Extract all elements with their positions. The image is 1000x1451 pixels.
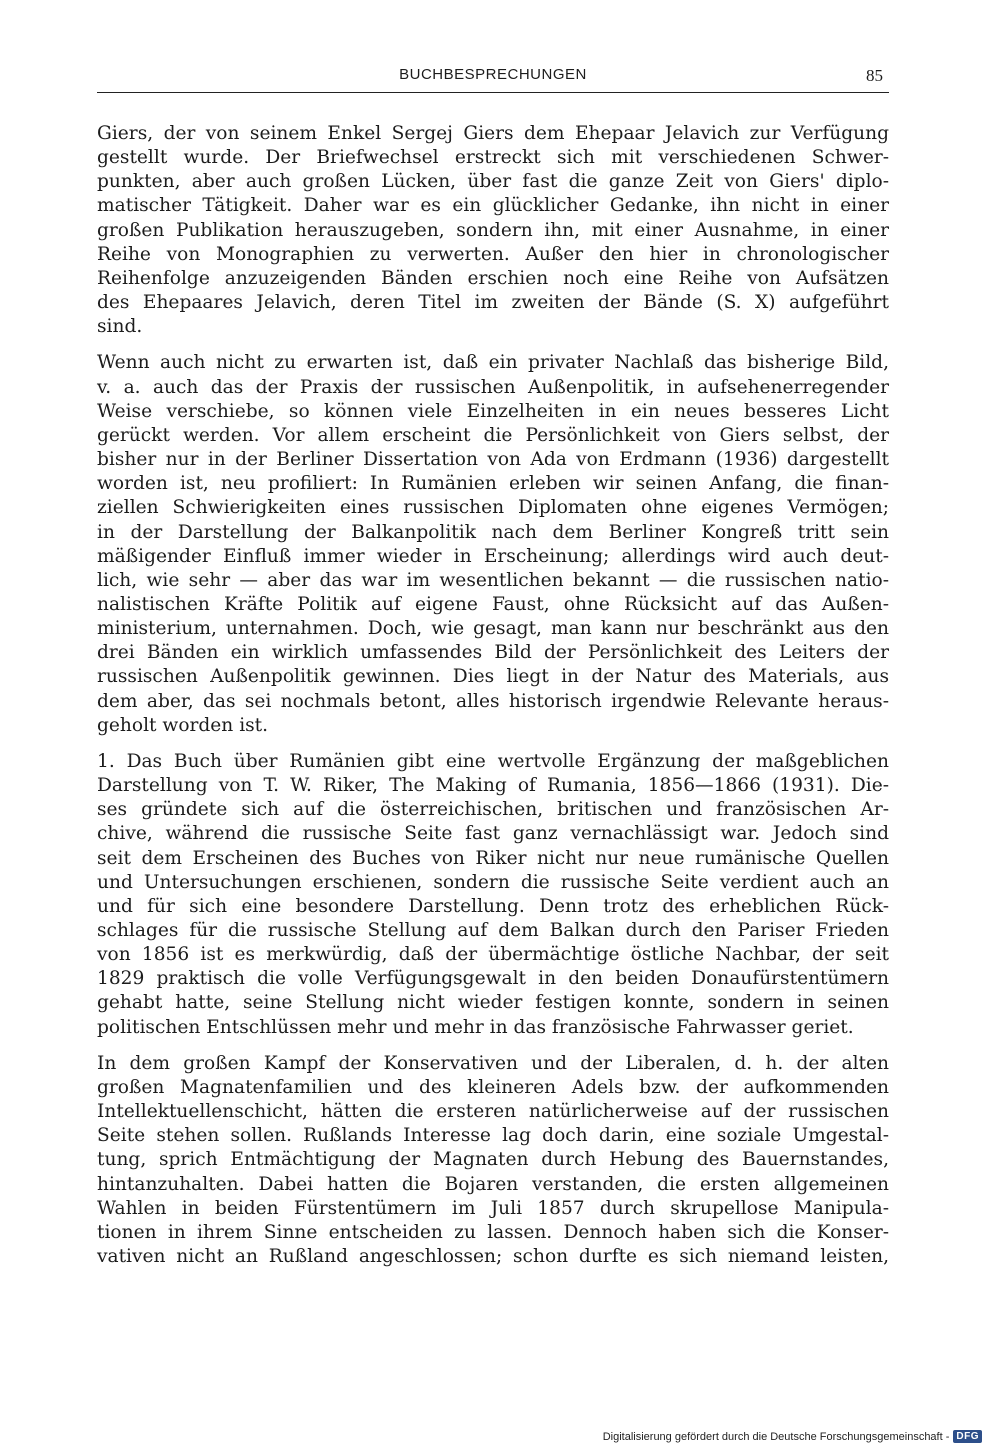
text-line: In dem großen Kampf der Konservativen und der Liberalen, d. h. der alten bbox=[97, 1052, 889, 1074]
text-line: Seite stehen sollen. Rußlands Interesse lag doch darin, eine soziale Umgestal- bbox=[97, 1125, 889, 1147]
text-line: und für sich eine besondere Darstellung. Denn trotz des erheblichen Rück- bbox=[97, 895, 889, 917]
text-line: vativen nicht an Rußland angeschlossen; schon durfte es sich niemand leisten, bbox=[97, 1246, 889, 1268]
text-line: 1. Das Buch über Rumänien gibt eine wertvolle Ergänzung der maßgeblichen bbox=[97, 750, 889, 772]
text-line: matischer Tätigkeit. Daher war es ein glücklicher Gedanke, ihn nicht in einer bbox=[97, 195, 889, 217]
text-line: worden ist, neu profiliert: In Rumänien erleben wir seinen Anfang, die finan- bbox=[97, 473, 889, 495]
credit-text: Digitalisierung gefördert durch die Deutsche Forschungsgemeinschaft - bbox=[602, 1430, 950, 1443]
text-line: bisher nur in der Berliner Dissertation von Ada von Erdmann (1936) dargestellt bbox=[97, 449, 889, 471]
text-line: ses gründete sich auf die österreichischen, britischen und französischen Ar- bbox=[97, 799, 889, 821]
text-line: Wahlen in beiden Fürstentümern im Juli 1857 durch skrupellose Manipula- bbox=[97, 1197, 889, 1219]
running-title: BUCHBESPRECHUNGEN bbox=[399, 66, 587, 83]
text-line: lich, wie sehr — aber das war im wesentlichen bekannt — die russischen natio- bbox=[97, 569, 889, 591]
paragraph bbox=[97, 1052, 889, 1269]
text-line: Reihe von Monographien zu verwerten. Außer den hier in chronologischer bbox=[97, 243, 889, 265]
text-line: v. a. auch das der Praxis der russischen Außenpolitik, in aufsehenerregender bbox=[97, 376, 889, 398]
text-line: seit dem Erscheinen des Buches von Riker nicht nur neue rumänische Quellen bbox=[97, 847, 889, 869]
body-text bbox=[97, 122, 889, 1281]
text-line: mäßigender Einfluß immer wieder in Erscheinung; allerdings wird auch deut- bbox=[97, 545, 889, 567]
page-number: 85 bbox=[866, 66, 883, 85]
text-line: nalistischen Kräfte Politik auf eigene Faust, ohne Rücksicht auf das Außen- bbox=[97, 593, 889, 615]
text-line: ministerium, unternahmen. Doch, wie gesagt, man kann nur beschränkt aus den bbox=[97, 618, 889, 640]
text-line: großen Publikation herauszugeben, sondern ihn, mit einer Ausnahme, in einer bbox=[97, 219, 889, 241]
text-line: gehabt hatte, seine Stellung nicht wieder festigen konnte, sondern in seinen bbox=[97, 992, 889, 1014]
text-line: dem aber, das sei nochmals betont, alles historisch irgendwie Relevante heraus- bbox=[97, 690, 889, 712]
text-line: hintanzuhalten. Dabei hatten die Bojaren verstanden, die ersten allgemeinen bbox=[97, 1173, 889, 1195]
text-line: drei Bänden ein wirklich umfassendes Bild der Persönlichkeit des Leiters der bbox=[97, 642, 889, 664]
text-line: großen Magnatenfamilien und des kleineren Adels bzw. der aufkommenden bbox=[97, 1076, 889, 1098]
digitization-credit bbox=[603, 1430, 982, 1443]
text-line: punkten, aber auch großen Lücken, über fast die ganze Zeit von Giers' diplo- bbox=[97, 171, 889, 193]
text-line: 1829 praktisch die volle Verfügungsgewalt in den beiden Donaufürstentümern bbox=[97, 968, 889, 990]
text-line: in der Darstellung der Balkanpolitik nach dem Berliner Kongreß tritt sein bbox=[97, 521, 889, 543]
page-header bbox=[97, 66, 889, 93]
text-line: Wenn auch nicht zu erwarten ist, daß ein privater Nachlaß das bisherige Bild, bbox=[97, 352, 889, 374]
text-line: Reihenfolge anzuzeigenden Bänden erschien noch eine Reihe von Aufsätzen bbox=[97, 267, 889, 289]
text-line: sind. bbox=[97, 316, 143, 338]
text-line: geholt worden ist. bbox=[97, 714, 269, 736]
text-line: Intellektuellenschicht, hätten die ersteren natürlicherweise auf der russischen bbox=[97, 1101, 889, 1123]
text-line: gerückt werden. Vor allem erscheint die Persönlichkeit von Giers selbst, der bbox=[97, 424, 889, 446]
text-line: politischen Entschlüssen mehr und mehr in das französische Fahrwasser geriet. bbox=[97, 1016, 854, 1038]
text-line: Darstellung von T. W. Riker, The Making of Rumania, 1856—1866 (1931). Die- bbox=[97, 775, 889, 797]
text-line: und Untersuchungen erschienen, sondern die russische Seite verdient auch an bbox=[97, 871, 889, 893]
text-line: tung, sprich Entmächtigung der Magnaten durch Hebung des Bauernstandes, bbox=[97, 1149, 889, 1171]
text-line: Giers, der von seinem Enkel Sergej Giers dem Ehepaar Jelavich zur Verfügung bbox=[97, 123, 889, 144]
text-line: Weise verschiebe, so können viele Einzelheiten in ein neues besseres Licht bbox=[97, 400, 889, 422]
text-line: gestellt wurde. Der Briefwechsel erstreckt sich mit verschiedenen Schwer- bbox=[97, 147, 889, 169]
paragraph bbox=[97, 351, 889, 738]
text-line: tionen in ihrem Sinne entscheiden zu lassen. Dennoch haben sich die Konser- bbox=[97, 1221, 889, 1243]
paragraph bbox=[97, 750, 889, 1040]
text-line: chive, während die russische Seite fast ganz vernachlässigt war. Jedoch sind bbox=[97, 823, 889, 845]
text-line: russischen Außenpolitik gewinnen. Dies liegt in der Natur des Materials, aus bbox=[97, 666, 889, 688]
text-line: von 1856 ist es merkwürdig, daß der übermächtige östliche Nachbar, der seit bbox=[97, 944, 889, 966]
dfg-logo-icon: DFG bbox=[953, 1430, 982, 1443]
text-line: des Ehepaares Jelavich, deren Titel im zweiten der Bände (S. X) aufgeführt bbox=[97, 292, 889, 314]
paragraph bbox=[97, 122, 889, 339]
text-line: ziellen Schwierigkeiten eines russischen Diplomaten ohne eigenes Vermögen; bbox=[97, 497, 889, 519]
text-line: schlages für die russische Stellung auf dem Balkan durch den Pariser Frieden bbox=[97, 920, 889, 941]
